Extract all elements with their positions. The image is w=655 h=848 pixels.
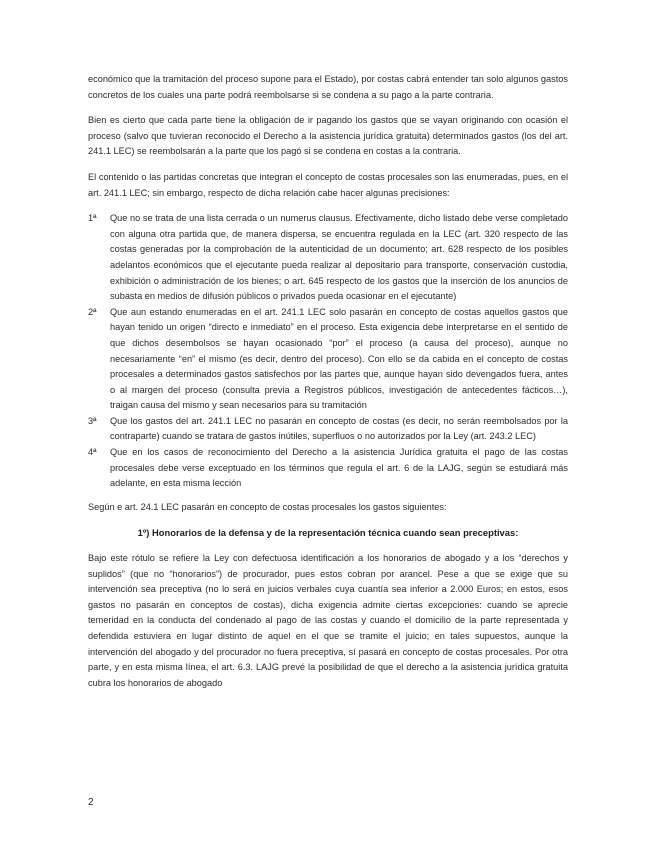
paragraph: Bajo este rótulo se refiere la Ley con defectuosa identificación a los honorarios de abogado y a los “derechos y suplidos” (que no “honorarios”) de procurador, pues estos cobran por arancel. Pese a que se exige que su intervención sea preceptiva (no lo será en juicios verbales cuya cuantía sea inferior a 2.000 Euros; en estos, esos gastos no pasarán en conceptos de costas), dicha exigencia admite ciertas excepciones: cuando se aprecie temeridad en la conducta del condenado al pago de las costas y cuando el domicilio de la parte representada y defendida estuviera en lugar distinto de aquel en el que se tramite el juicio; en tales supuestos, aunque la intervención del abogado y del procurador no fuera preceptiva, sí pasará en concepto de costas procesales. Por otra parte, y en esta misma línea, el art. 6.3. LAJG prevé la posibilidad de que el derecho a la asistencia jurídica gratuita cubra los honorarios de abogado: [88, 553, 568, 688]
list-item-text: Que no se trata de una lista cerrada o un numerus clausus. Efectivamente, dicho listado debe verse completado con alguna otra partida que, de manera dispersa, se encuentra regulada en la LEC (art. 320 respecto de las costas generadas por la comprobación de la autenticidad de un documento; art. 628 respecto de los posibles adelantos económicos que el ejecutante pueda realizar al depositario para transporte, conservación custodia, exhibición o administración de los bienes; o art. 645 respecto de los gastos que la inserción de los anuncios de subasta en medios de difusión públicos o privados pueda ocasionar en el ejecutante): [110, 213, 568, 302]
list-item: [88, 445, 568, 492]
document-page: [88, 72, 568, 701]
list-item: [88, 414, 568, 445]
list-item-text: Que los gastos del art. 241.1 LEC no pasarán en concepto de costas (es decir, no serán reembolsados por la contraparte) cuando se tratara de gastos inútiles, superfluos o no autorizados por la Ley (art. 243.2 LEC): [110, 415, 568, 442]
list-item-number: 2ª: [88, 306, 97, 317]
list-item-number: 1ª: [88, 213, 97, 224]
list-item-text: Que aun estando enumeradas en el art. 241.1 LEC solo pasarán en concepto de costas aquellos gastos que hayan tenido un origen “directo e inmediato” en el proceso. Esta exigencia debe interpretarse en el sentido de que dichos desembolsos se hayan ocasionado “por” el proceso (a causa del proceso), aunque no necesariamente “en” el mismo (es decir, dentro del proceso). Con ello se da cabida en el concepto de costas procesales a determinados gastos satisfechos por las partes que, aunque hayan sido devengados fuera, antes o al margen del proceso (consulta previa a Registros públicos, investigación de antecedentes fácticos…), traigan causa del mismo y sean necesarios para su tramitación: [110, 306, 568, 411]
list-item-number: 4ª: [88, 447, 97, 458]
paragraph: Según e art. 24.1 LEC pasarán en concepto de costas procesales los gastos siguientes:: [88, 501, 447, 512]
page-number: 2: [88, 797, 94, 808]
list-item-number: 3ª: [88, 415, 97, 426]
list-item: [88, 305, 568, 414]
list-item-text: Que en los casos de reconocimiento del Derecho a la asistencia Jurídica gratuita el pago de las costas procesales debe verse exceptuado en los términos que regula el art. 6 de la LAJG, según se estudiará más adelante, en esta misma lección: [110, 447, 568, 489]
paragraph: económico que la tramitación del proceso supone para el Estado), por costas cabrá entender tan solo algunos gastos concretos de los cuales una parte podrá reembolsarse si se condena a su pago a la parte contraria.: [88, 74, 568, 100]
paragraph: Bien es cierto que cada parte tiene la obligación de ir pagando los gastos que se vayan originando con ocasión el proceso (salvo que tuvieran reconocido el Derecho a la asistencia jurídica gratuita) determinados gastos (los del art. 241.1 LEC) se reembolsarán a la parte que los pagó si se condena en costas a la contraria.: [88, 115, 568, 157]
numbered-list: [88, 211, 568, 492]
list-item: [88, 211, 568, 305]
paragraph: El contenido o las partidas concretas que integran el concepto de costas procesales son las enumeradas, pues, en el art. 241.1 LEC; sin embargo, respecto de dicha relación cabe hacer algunas precisiones:: [88, 171, 568, 198]
section-heading: 1º) Honorarios de la defensa y de la representación técnica cuando sean preceptivas:: [137, 527, 519, 539]
